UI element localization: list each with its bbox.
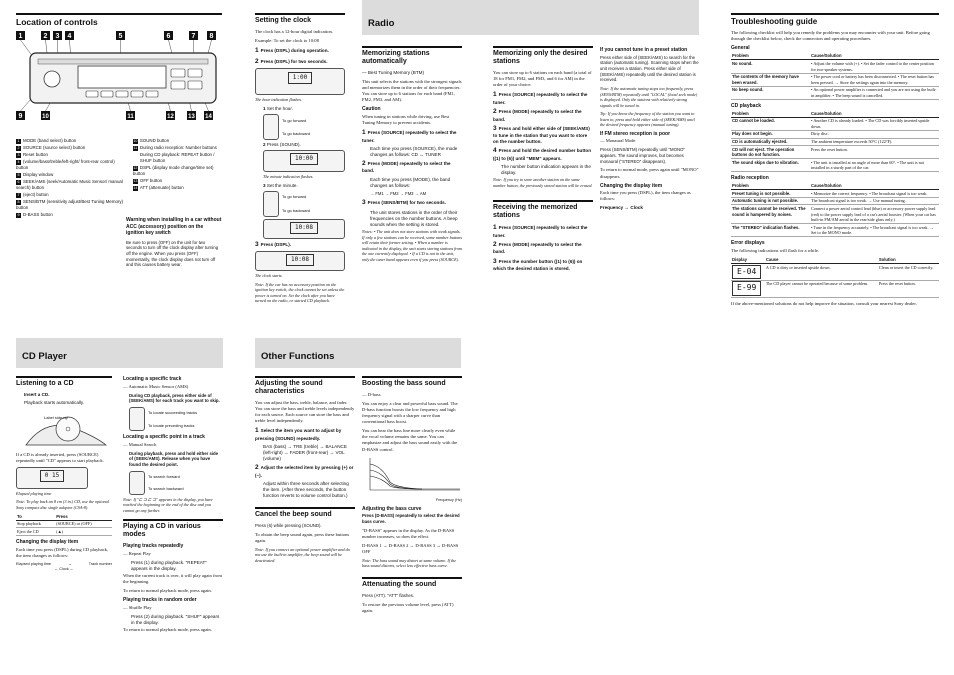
recv-step-3: 3 Press the number button ((1) to (6)) on which the desired station is stored. bbox=[493, 257, 583, 272]
step-detail: Each time you press (MODE), the band changes as follows: bbox=[370, 176, 451, 188]
svg-text:1: 1 bbox=[18, 33, 23, 41]
svg-text:3: 3 bbox=[55, 33, 60, 41]
lcd-illustration: 0 15 bbox=[16, 467, 88, 489]
section-title: Receiving the memorized stations bbox=[493, 200, 593, 220]
rep-text: Press (1) during playback. "REPEAT" appears in the display. bbox=[131, 560, 207, 572]
control-item: During CD playback: REPEAT button / SHUF button bbox=[139, 152, 215, 164]
clock-step-2: 2 Press (DSPL) for two seconds. bbox=[255, 57, 328, 65]
subtitle: — D-bass bbox=[362, 392, 381, 398]
section-title: Listening to a CD bbox=[16, 376, 112, 388]
dbass-curve-graph bbox=[362, 456, 462, 496]
radio-table: Problem Cause/Solution Preset tuning is not possible. • Memorize the correct frequency. • The broadcast signal is too weak. Automatic tuning is not possible. The broadcast signal is too weak. → Use manual tuning. The stations cannot be received. The sound is hampered by noises. Connect a power aerial control lead (blue) or accessory power supply lead (red) to the power supply lead of a car's aerial booster. (When your car has built-in FM/AM aerial in the rear/side glass only.) The "STEREO" indication flashes. • Tune in the frequency accurately. • The broadcast signal is too weak. → Set to the MONO mode. bbox=[731, 183, 939, 237]
intro: The following checklist will help you remedy the problems you may encounter with your unit. Before going through the checklist below, check the connection and operating procedures. bbox=[731, 30, 930, 42]
lcd-illustration: 10:00 bbox=[263, 150, 345, 172]
table-row: Automatic tuning is not possible. The broadcast signal is too weak. → Use manual tuning. bbox=[731, 197, 939, 205]
table-heading: General bbox=[731, 45, 750, 52]
btm-step-1: 1 Press (SOURCE) repeatedly to select the tuner. bbox=[362, 129, 457, 143]
adj-step-1: 1 Select the item you want to adjust by pressing (SOUND) repeatedly. bbox=[255, 427, 342, 441]
cannot-note: Note: If the automatic tuning stops too frequently, press (SENS/BTM) repeatedly until "LOCAL" (local seek mode) is displayed. Only the stations with relatively strong signals will be tuned in. bbox=[600, 85, 698, 108]
desired-note: Note: If you try to store another station on the same number button, the previously stored station will be erased. bbox=[493, 177, 593, 188]
label-forward: To go forward bbox=[282, 117, 307, 123]
listening-to-cd bbox=[16, 376, 112, 572]
control-list-right bbox=[133, 137, 222, 218]
table-row: Play does not begin. Dirty disc. bbox=[731, 130, 939, 138]
subheading: Playing tracks in random order bbox=[123, 597, 197, 604]
display-cycle: Elapsed playing time → Track number bbox=[16, 561, 112, 566]
svg-text:6: 6 bbox=[166, 33, 171, 41]
svg-text:7: 7 bbox=[191, 33, 196, 41]
fm-text: Press (SENS/BTM) repeatedly until "MONO" appears. The sound improves, but becomes monaural ("STEREO" disappears). bbox=[600, 147, 685, 164]
subheading: Locating a specific track bbox=[123, 376, 182, 382]
table-row: CD is automatically ejected. The ambient temperature exceeds 50°C (122°F). bbox=[731, 138, 939, 146]
step-detail: Each time you press (SOURCE), the mode changes as follows: CD ↔ TUNER bbox=[370, 145, 458, 157]
table-heading: Error displays bbox=[731, 240, 765, 247]
intro: You can store up to 6 stations on each band (a total of 18 for FM1, FM2, and FM3, and 6 for AM) in the order of your choice. bbox=[493, 70, 592, 88]
tip: Tip: If you know the frequency of the station you want to listen to, press and hold either side of (SEEK/AMS) until the desired frequency appears (manual tuning). bbox=[600, 111, 695, 128]
caption: The hour indication flashes. bbox=[255, 97, 302, 103]
pt-note: Note: If "⊏ ⊐ ⊏ ⊐" appears in the display, you have reached the beginning or the end of the disc and you cannot go any further. bbox=[123, 496, 213, 513]
att-text-2: To restore the previous volume level, press (ATT) again. bbox=[362, 601, 454, 613]
section-title: Setting the clock bbox=[255, 13, 345, 25]
control-item: 5 Display window bbox=[17, 172, 54, 178]
to-press-table: To Press Stop playback (SOURCE) or (OFF) Eject the CD (▲) bbox=[16, 513, 112, 536]
beep-note: Note: If you connect an optional power amplifier and do not use the built-in amplifier, the beep sound will be deactivated. bbox=[255, 546, 350, 563]
clock-substep-2: 2 Press (SOUND). bbox=[263, 141, 301, 147]
boost-text: You can enjoy a clear and powerful bass sound. The D-bass function boosts the low frequency and high frequency signal with a sharper curve than conventional bass boost. bbox=[362, 401, 458, 425]
table-row: E-99 The CD player cannot be operated because of some problem. Press the reset button. bbox=[731, 280, 939, 297]
label-backward: To go backward bbox=[282, 130, 311, 136]
step-detail: The unit stores stations in the order of their frequencies on the number buttons. A beep sounds when the setting is stored. bbox=[370, 209, 458, 227]
radio-btm bbox=[362, 46, 462, 265]
subtitle: — Automatic Music Sensor (AMS) bbox=[123, 383, 189, 389]
subtitle: — Manual Search bbox=[123, 441, 157, 447]
section-title: Cancel the beep sound bbox=[255, 507, 355, 519]
svg-text:8: 8 bbox=[209, 33, 214, 41]
disp-text: Each time you press (DSPL) during CD playback, the item changes as follows: bbox=[16, 546, 109, 558]
warning-body: Be sure to press (OFF) on the unit for two seconds to turn off the clock display after turning off the engine. When you press (OFF) momentarily, the clock display does not turn off and this causes battery wear. bbox=[126, 239, 219, 268]
table-row: The stations cannot be received. The sound is hampered by noises. Connect a power aerial control lead (blue) or accessory power supply lead (red) to the power supply lead of a car's aerial booster. (When your car has built-in FM/AM aerial in the rear/side glass only.) bbox=[731, 205, 939, 224]
clock-substep-3: 3 Set the minute. bbox=[263, 182, 298, 188]
subheading: Changing the display item bbox=[16, 538, 79, 545]
caution-heading: Caution bbox=[362, 106, 381, 113]
section-title: Attenuating the sound bbox=[362, 577, 462, 589]
clock-note: Note: If the car has no accessory position on the ignition key switch, the clock cannot be set unless the power is turned on. Set the clock after you have turned on the radio, or started CD playback. bbox=[255, 281, 345, 304]
seek-illustration: To locate succeeding tracks To locate preceding tracks bbox=[129, 407, 223, 431]
cd-locating bbox=[123, 376, 223, 636]
table-row: The "STEREO" indication flashes. • Tune in the frequency accurately. • The broadcast signal is too weak. → Set to the MONO mode. bbox=[731, 224, 939, 237]
radio-desired bbox=[493, 46, 593, 274]
section-title: Boosting the bass sound bbox=[362, 376, 462, 388]
svg-text:5: 5 bbox=[118, 33, 123, 41]
control-item: 6 SEEK/AMS (seek/Automatic Music Sensor/ manual search) button bbox=[16, 179, 123, 191]
clock-substep-1: 1 Set the hour. bbox=[263, 105, 293, 111]
warning-title: Warning when installing in a car without ACC (accessory) position on the ignition key switch bbox=[126, 217, 222, 237]
control-item: 3 Reset button bbox=[17, 152, 48, 158]
disp-text: Each time you press (DSPL), the item changes as follows: bbox=[600, 190, 691, 202]
control-item: 10 SOUND button bbox=[133, 138, 170, 144]
adj-step-2: 2 Adjust the selected item by pressing (+) or (–). bbox=[255, 464, 354, 478]
unit-front-panel-diagram bbox=[16, 31, 222, 131]
svg-text:11: 11 bbox=[127, 114, 134, 121]
subheading: Locating a specific point in a track bbox=[123, 434, 205, 440]
boost-text-2: You can hear the bass line more clearly even while the vocal volume remains the same. You can emphasize and adjust the bass sound easily with the D-BASS control. bbox=[362, 428, 458, 452]
shuf-text-2: To return to normal playback mode, press again. bbox=[123, 627, 212, 633]
desired-step-3: 3 Press and hold either side of (SEEK/AMS) to tune in the station that you want to store on the number button. bbox=[493, 124, 590, 145]
radio-tips bbox=[600, 44, 699, 214]
caption: The clock starts. bbox=[255, 273, 283, 279]
section-title: Memorizing stations automatically bbox=[362, 46, 462, 66]
band-sequence: → FM1 → FM2 → FM3 → AM bbox=[370, 190, 427, 196]
pt-text: During playback, press and hold either side of (SEEK/AMS). Release when you have found the desired point. bbox=[129, 450, 219, 467]
display-cycle-clock: ← Clock ← bbox=[54, 566, 74, 571]
control-list-left bbox=[16, 137, 125, 218]
seek-illustration bbox=[263, 114, 345, 140]
svg-text:12: 12 bbox=[167, 114, 174, 121]
error-table: Display Cause Solution E-04 A CD is dirty or inserted upside down. Clean or insert the CD correctly. E-99 The CD player cannot be operated because of some problem. Press the reset button. bbox=[731, 257, 939, 298]
table-row: No beep sound. • An optional power amplifier is connected and you are not using the built-in amplifier. • The beep sound is cancelled. bbox=[731, 86, 939, 99]
disp-seq: Frequency ↔ Clock bbox=[600, 205, 643, 211]
err-intro: The following indications will flash for a while. bbox=[731, 247, 820, 253]
recv-step-2: 2 Press (MODE) repeatedly to select the band. bbox=[493, 240, 582, 255]
fm-text-2: To return to normal mode, press again until "MONO" disappears. bbox=[600, 167, 699, 179]
control-item: 14 ATT (attenuate) button bbox=[133, 184, 184, 190]
subheading: Changing the display item bbox=[600, 182, 663, 189]
shuf-text: Press (2) during playback. "SHUF" appears in the display. bbox=[131, 614, 220, 626]
table-row: Preset tuning is not possible. • Memorize the correct frequency. • The broadcast signal is too weak. bbox=[731, 190, 939, 198]
att-text: Press (ATT). "ATT" flashes. bbox=[362, 593, 415, 598]
adj-bass-text: Press (D-BASS) repeatedly to select the desired bass curve. bbox=[362, 513, 460, 524]
table-row: CD will not eject. The operation buttons do not function. Press the reset button. bbox=[731, 146, 939, 159]
troubleshooting bbox=[731, 13, 939, 310]
svg-text:14: 14 bbox=[205, 114, 212, 121]
warning-box bbox=[126, 217, 222, 271]
adj-bass-detail: "D-BASS" appears in the display. As the D-BASS number increases, so does the effect. bbox=[362, 527, 455, 539]
rep-text-2: When the current track is over, it will play again from the beginning. bbox=[123, 573, 222, 585]
outro: If the above-mentioned solutions do not help improve the situation, consult your nearest Sony dealer. bbox=[731, 300, 917, 306]
table-heading: CD playback bbox=[731, 102, 762, 109]
seek-illustration bbox=[263, 191, 345, 217]
subheading: If FM stereo reception is poor bbox=[600, 130, 671, 137]
step-detail: Adjust within three seconds after selecting the item. (After three seconds, the button function reverts to volume control button.) bbox=[263, 480, 349, 498]
caption: The minute indication flashes. bbox=[263, 174, 314, 179]
control-item: 7 (eject) button bbox=[17, 191, 49, 197]
desired-step-4: 4 Press and hold the desired number button ((1) to (6)) until "MEM" appears. bbox=[493, 147, 592, 161]
lcd-illustration: 10:08 bbox=[255, 251, 345, 271]
other-functions-banner: Other Functions bbox=[255, 338, 461, 368]
lcd-illustration: 1:00 bbox=[255, 68, 345, 95]
subheading: Adjusting the bass curve bbox=[362, 505, 422, 512]
control-item: 11 During radio reception: Number buttons bbox=[133, 145, 217, 151]
control-item: 1 MODE (band select) button bbox=[17, 138, 77, 144]
svg-text:13: 13 bbox=[188, 114, 195, 121]
general-table: Problem Cause/Solution No sound. • Adjust the volume with (+). • Set the fader control to the center position for two-speaker systems. The contents of the memory have been erased. • The power cord or battery has been disconnected. • The reset button has been pressed. → Store the settings again into the memory. No beep sound. • An optional power amplifier is connected and you are not using the built-in amplifier. • The beep sound is cancelled. bbox=[731, 53, 939, 100]
subtitle: — Best Tuning Memory (BTM) bbox=[362, 70, 425, 76]
btm-step-2: 2 Press (MODE) repeatedly to select the band. bbox=[362, 159, 451, 174]
table-row: E-04 A CD is dirty or inserted upside down. Clean or insert the CD correctly. bbox=[731, 264, 939, 281]
svg-text:9: 9 bbox=[18, 113, 23, 121]
setting-the-clock bbox=[255, 13, 345, 307]
boost-note: Note: The bass sound may distort at same volume. If the bass sound distorts, select less effective bass curve. bbox=[362, 557, 457, 569]
subheading: If you cannot tune in a preset station bbox=[600, 47, 688, 53]
location-of-controls bbox=[16, 13, 222, 219]
section-title: Memorizing only the desired stations bbox=[493, 46, 593, 66]
axis-label: Frequency (Hz) bbox=[435, 497, 462, 502]
intro: You can adjust the bass, treble, balance, and fader. You can store the bass and treble levels independently for each source. Each source can store the bass and treble level independently. bbox=[255, 400, 355, 424]
table-row: The sound skips due to vibration. • The unit is installed at an angle of more than 60°. • The unit is not installed in a sturdy part of the car. bbox=[731, 159, 939, 172]
if-cd-text: If a CD is already inserted, press (SOURCE) repeatedly until "CD" appears to start playback. bbox=[16, 451, 104, 463]
table-row: The contents of the memory have been erased. • The power cord or battery has been disconnected. • The reset button has been pressed. → Store the settings again into the memory. bbox=[731, 73, 939, 86]
step-detail: The number button indication appears in the display. bbox=[501, 163, 591, 175]
table-row: Eject the CD (▲) bbox=[16, 528, 112, 536]
label-backward: To go backward bbox=[282, 207, 311, 213]
beep-text: Press (6) while pressing (SOUND). bbox=[255, 523, 322, 529]
clock-intro: The clock has a 12-hour digital indication. bbox=[255, 29, 333, 35]
adjust-sound bbox=[255, 376, 355, 566]
table-row: CD cannot be loaded. • Another CD is already loaded. • The CD was forcibly inserted upside down. bbox=[731, 117, 939, 130]
control-item: 9 D-BASS button bbox=[17, 211, 53, 217]
table-row: Stop playback (SOURCE) or (OFF) bbox=[16, 520, 112, 528]
desired-step-1: 1 Press (SOURCE) repeatedly to select the tuner. bbox=[493, 91, 588, 105]
subtitle: — Shuffle Play bbox=[123, 604, 152, 610]
dbass-sequence: D-BASS 1 → D-BASS 2 → D-BASS 3 → D-BASS OFF bbox=[362, 542, 459, 554]
desired-step-2: 2 Press (MODE) repeatedly to select the band. bbox=[493, 107, 582, 122]
step-detail: BAS (bass) → TRE (treble) → BALANCE (left-right) → FADER (front-rear) → VOL (volume) bbox=[263, 443, 347, 462]
section-title: Troubleshooting guide bbox=[731, 13, 939, 26]
control-item: 2 SOURCE (source select) button bbox=[17, 145, 86, 151]
cannot-text: Press either side of (SEEK/AMS) to search for the station (automatic tuning). Scanning stops when the unit receives a station. Press either side of (SEEK/AMS) repeatedly until the desired station is received. bbox=[600, 54, 699, 83]
recv-step-1: 1 Press (SOURCE) repeatedly to select the tuner. bbox=[493, 224, 588, 238]
section-title: Adjusting the sound characteristics bbox=[255, 376, 355, 396]
caution-text: When tuning in stations while driving, use Best Tuning Memory to prevent accidents. bbox=[362, 114, 450, 126]
cd-player-banner: CD Player bbox=[16, 338, 223, 368]
beep-text-2: To obtain the beep sound again, press these buttons again. bbox=[255, 531, 350, 543]
control-item: 8 SENS/BTM (sensitivity adjust/Best Tuning Memory) button bbox=[16, 198, 124, 210]
svg-text:10: 10 bbox=[42, 114, 49, 121]
radio-banner: Radio bbox=[362, 0, 699, 35]
boost-bass bbox=[362, 376, 462, 617]
subheading: Playing tracks repeatedly bbox=[123, 543, 184, 550]
label-side-up: Label side up bbox=[44, 415, 68, 421]
table-row: No sound. • Adjust the volume with (+). • Set the fader control to the center position for two-speaker systems. bbox=[731, 60, 939, 73]
insert-cd: Insert a CD. bbox=[24, 392, 50, 398]
section-title: Playing a CD in various modes bbox=[123, 519, 223, 539]
seek-illustration: To search forward To search backward bbox=[129, 471, 223, 495]
svg-text:2: 2 bbox=[43, 33, 48, 41]
control-item: 13 OFF button bbox=[133, 177, 163, 183]
step-detail: Playback starts automatically. bbox=[24, 400, 85, 406]
svg-text:4: 4 bbox=[67, 33, 72, 41]
rep-text-3: To return to normal playback mode, press again. bbox=[123, 588, 212, 594]
subtitle: — Monaural Mode bbox=[600, 138, 636, 144]
clock-step-3: 3 Press (DSPL). bbox=[255, 240, 292, 248]
cd-table: Problem Cause/Solution CD cannot be loaded. • Another CD is already loaded. • The CD was forcibly inserted upside down. Play does not begin. Dirty disc. CD is automatically ejected. The ambient temperature exceeds 50°C (122°F). CD will not eject. The operation buttons do not function. Press the reset button. The sound skips due to vibration. • The unit is installed at an angle of more than 60°. • The unit is not installed in a sturdy part of the car. bbox=[731, 110, 939, 172]
btm-notes: Notes: • The unit does not store stations with weak signals. If only a few stations can be received, some number buttons will retain their former setting. • When a number is indicated in the display, the unit starts storing stations from the one currently displayed. • If a CD is not in the unit, only the tuner band appears even if you press (SOURCE). bbox=[362, 228, 462, 262]
subtitle: — Repeat Play bbox=[123, 551, 151, 556]
cd-insert-illustration bbox=[16, 407, 112, 447]
clock-step-1: 1 Press (DSPL) during operation. bbox=[255, 47, 329, 55]
loc-text: During CD playback, press either side of (SEEK/AMS) for each track you want to skip. bbox=[129, 392, 220, 404]
section-title: Location of controls bbox=[16, 13, 222, 28]
lcd-illustration: 10:08 bbox=[263, 219, 345, 239]
control-item: 12 DSPL (display mode change/time set) button bbox=[132, 164, 214, 176]
label-forward: To go forward bbox=[282, 194, 307, 200]
table-heading: Radio reception bbox=[731, 175, 769, 182]
cd-note: Note: To play back an 8 cm (3 in.) CD, use the optional Sony compact disc single adaptor (CSA-8). bbox=[16, 499, 109, 510]
clock-example: Example: To set the clock to 10:08 bbox=[255, 38, 319, 44]
btm-step-3: 3 Press (SENS/BTM) for two seconds. bbox=[362, 199, 446, 207]
control-item: 4 (volume/bass/treble/left-right/ front-rear control) button bbox=[16, 159, 115, 171]
caption: Elapsed playing time bbox=[16, 490, 52, 496]
intro: This unit selects the stations with the strongest signals and memorizes them in the order of their frequencies. You can store up to 6 stations for each band (FM1, FM2, FM3, and AM). bbox=[362, 79, 462, 103]
